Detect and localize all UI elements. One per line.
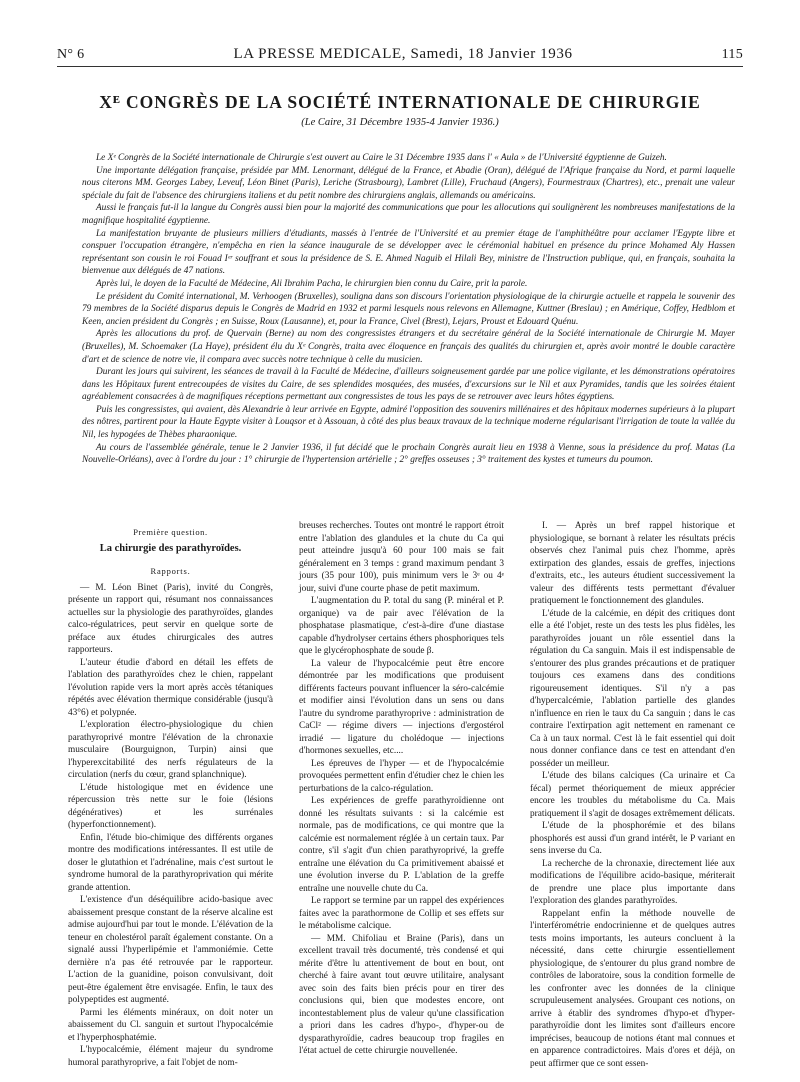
intro-paragraph: Le président du Comité international, M. Verhoogen (Bruxelles), souligna dans son discours l'orientation physiologique de la chirurgie actuelle et rappela le souvenir des 79 membres de la Société disparus depuis le Congrès de Madrid en 1932 et parmi lesquels nous relevons en Allemagne, Kuttner (Breslau) ; en Amérique, Coffey, Hedblom et Keen, ancien président du Congrès ; en Suisse, Roux (Lausanne), et, pour la France, Civel (Brest), Lejars, Proust et Edouard Quénu. <box>82 291 735 327</box>
intro-paragraph: Puis les congressistes, qui avaient, dès Alexandrie à leur arrivée en Egypte, admiré l'opposition des souvenirs millénaires et des hôpitaux modernes supérieurs à la plupart des nôtres, partirent pour la Haute Egypte visiter à Louqsor et à Assouan, à côté des plus beaux travaux de la technique moderne régularisant l'irrigation de toute la vallée du Nil, les hypogées de Thèbes pharaonique. <box>82 404 735 441</box>
intro-paragraph: La manifestation bruyante de plusieurs milliers d'étudiants, massés à l'entrée de l'Université et au premier étage de l'amphithéâtre pour acclamer l'Egypte libre et conspuer l'occupation étrangère, n'empêcha en rien la séance inaugurale de se développer avec le cérémonial habituel en présence du prince Mohamed Aly Hassen représentant son cousin le roi Fouad Iᵉʳ souffrant et sous la présidence de S. E. Ahmed Naguib el Hilali Bey, ministre de l'Instruction publique, qui, en français, souhaita la bienvenue aux délégués de 47 nations. <box>82 228 735 277</box>
body-paragraph: L'auteur étudie d'abord en détail les effets de l'ablation des parathyroïdes chez le chien, rappelant l'évolution rapide vers la mort après accès tétaniques répétés avec élévation thermique considérable (jusqu'à 43°6) et polypnée. <box>68 657 273 718</box>
intro-paragraph: Après les allocutions du prof. de Quervain (Berne) au nom des congressistes étrangers et du secrétaire général de la Société internationale de Chirurgie M. Mayer (Bruxelles), M. Schoemaker (La Haye), président élu du Xᵉ Congrès, traita avec éloquence en français des qualités du chirurgien et, après avoir montré le double caractère d'art et de science de notre vie, il compara avec succès notre technique à celle du musicien. <box>82 329 735 365</box>
intro-paragraph: Après lui, le doyen de la Faculté de Médecine, Ali Ibrahim Pacha, le chirurgien bien connu du Caire, prit la parole. <box>96 278 528 289</box>
body-columns <box>68 520 735 1070</box>
body-paragraph: I. — Après un bref rappel historique et physiologique, se bornant à relater les résultats précis observés chez l'animal puis chez l'homme, après extirpation des glandes, essais de greffes, injections d'extraits, etc., les auteurs étudient successivement la valeur des différents tests permettant d'évaluer pratiquement le fonctionnement des glandules. <box>530 521 735 606</box>
body-paragraph: Les épreuves de l'hyper — et de l'hypocalcémie provoquées permettent enfin d'étudier chez le chien les perturbations de la calco-régulation. <box>299 758 504 794</box>
intro-paragraph: Aussi le français fut-il la langue du Congrès aussi bien pour la majorité des communications que pour les allocutions qui soulignèrent les nombreuses manifestations de la magnifique hospitalité égyptienne. <box>82 203 735 226</box>
body-paragraph: L'augmentation du P. total du sang (P. minéral et P. organique) va de pair avec l'élévation de la phosphatase plasmatique, c'est-à-dire d'une diastase capable d'hydrolyser certains éthers phosphoriques tels que le glycérophosphate de soude β. <box>299 596 504 656</box>
body-paragraph: — M. Léon Binet (Paris), invité du Congrès, présente un rapport qui, résumant nos connaissances actuelles sur la physiologie des parathyroïdes, glandes calco-régulatrices, peut servir en quelque sorte de préface aux études chirurgicales des autres rapporteurs. <box>68 582 273 655</box>
reports-label: Rapports. <box>150 566 191 576</box>
body-paragraph: L'étude histologique met en évidence une répercussion très nette sur le foie (lésions dégénératives) et les surrénales (hyperfonctionnement). <box>68 782 273 830</box>
body-paragraph: — MM. Chifoliau et Braine (Paris), dans un excellent travail très documenté, très condensé et qui mérite d'être lu attentivement de bout en bout, ont cherché à faire avant tout œuvre utilitaire, analysant avec soin des faits bien précis pour en tirer des conclusions qui, bien que modestes encore, ont incontestablement plus de valeur qu'une classification a priori dans les cadres d'hypo-, d'hyper-ou de dysparathyroïdie, cadres beaucoup trop fragiles en l'état actuel de cette chirurgie nouvellenée. <box>299 933 504 1056</box>
body-paragraph: Le rapport se termine par un rappel des expériences faites avec la parathormone de Collip et ses effets sur le métabolisme calcique. <box>299 896 504 931</box>
intro-paragraph: Une importante délégation française, présidée par MM. Lenormant, délégué de la France, et Abadie (Oran), délégué de l'Afrique française du Nord, et parmi laquelle nous citerons MM. Georges Labey, Leveuf, Léon Binet (Paris), Leriche (Strasbourg), Lambret (Lille), Fruchaud (Angers), Fourmestraux (Chartres), etc., prenait une valeur spéciale du fait de l'absence des chirurgiens italiens et du petit nombre des chirurgiens anglais, allemands ou américains. <box>82 165 735 201</box>
intro-block <box>82 152 735 467</box>
body-paragraph: L'exploration électro-physiologique du chien parathyroprivé montre l'élévation de la chronaxie musculaire (Bourguignon, Turpin) ainsi que l'hyperexcitabilité des nerfs régulateurs de la circulation (nerfs du cœur, grand splanchnique). <box>68 720 273 780</box>
header-rule <box>57 66 743 67</box>
running-head <box>57 46 743 63</box>
page-number: 115 <box>721 47 743 62</box>
body-paragraph: Rappelant enfin la méthode nouvelle de l'interférométrie endocrinienne et de quelques autres tests moins importants, les auteurs concluent à la nécessité, dans cette chirurgie essentiellement physiologique, de s'entourer du plus grand nombre de contrôles de laboratoire, sous la condition formelle de les confronter avec les données de la clinique scrupuleusement analysées. Groupant ces notions, on arrive à établir des syndromes d'hypo-et d'hyper-parathyroïdie dont les limites sont d'ailleurs encore imprécises, beaucoup de notions étant mal connues et en apparence contradictoires. Mais d'ores et déjà, on peut affirmer que ce sont essen- <box>530 908 735 1069</box>
section-label: Première question. <box>133 527 208 537</box>
article-title: Xᴱ CONGRÈS DE LA SOCIÉTÉ INTERNATIONALE DE CHIRURGIE <box>99 92 701 112</box>
body-paragraph: L'étude de la calcémie, en dépit des critiques dont elle a été l'objet, reste un des tests les plus fidèles, les parathyroïdes jouant un rôle essentiel dans la régulation du Ca sanguin. Mais il est indispensable de s'entourer des plus grandes précautions et de pratiquer toujours ces examens dans des conditions rigoureusement identiques. S'il n'y a pas d'hypercalcémie, l'ablation partielle des glandes n'influence en rien le taux du Ca sanguin ; dans le cas contraire l'extirpation agit nettement en ramenant ce Ca à un taux normal. C'est là le fait essentiel qui doit nous donner confiance dans ce test en attendant d'en posséder un meilleur. <box>530 608 735 769</box>
issue-number: N° 6 <box>57 47 85 62</box>
body-paragraph: L'hypocalcémie, élément majeur du syndrome humoral parathyroprive, a fait l'objet de nom- <box>68 1045 273 1068</box>
column-left <box>68 520 273 1070</box>
body-paragraph: L'étude des bilans calciques (Ca urinaire et Ca fécal) permet théoriquement de mieux apprécier encore les troubles du métabolisme du Ca. Mais pratiquement il s'agit de dosages extrêmement délicats. <box>530 771 735 819</box>
column-middle <box>299 520 504 1070</box>
body-paragraph: L'étude de la phosphorémie et des bilans phosphorés est aussi d'un grand intérêt, le P variant en sens inverse du Ca. <box>530 821 735 856</box>
body-paragraph: Enfin, l'étude bio-chimique des différents organes montre des modifications intéressantes. Il est utile de doser le glutathion et l'adrénaline, mais c'est surtout le syndrome humoral de la parathyroprivation qui mérite grande attention. <box>68 832 273 893</box>
body-paragraph: La valeur de l'hypocalcémie peut être encore démontrée par les modifications que produisent différents facteurs pouvant influencer la séro-calcémie et modifier ainsi l'évolution dans un sens ou dans l'autre du syndrome parathyroprive : administration de CaCl² — régime divers — injections d'ergostérol irradié — ligature du cholédoque — injections d'hormones sexuelles, etc.... <box>299 658 504 756</box>
body-paragraph: Parmi les éléments minéraux, on doit noter un abaissement du Cl. sanguin et surtout l'hypocalcémie et l'hyperphosphatémie. <box>68 1007 273 1043</box>
body-paragraph: L'existence d'un déséquilibre acido-basique avec abaissement presque constant de la réserve alcaline est admise aujourd'hui par tout le monde. L'élévation de la teneur en cholestérol paraît également constante. On a signalé aussi l'hyperlipémie et l'ammoniémie. Cette dernière n'a pas été retrouvée par le rapporteur. L'action de la guanidine, poison convulsivant, doit peut-être également être envisagée. Enfin, le taux des polypeptides est augmenté. <box>68 895 273 1005</box>
intro-paragraph: Au cours de l'assemblée générale, tenue le 2 Janvier 1936, il fut décidé que le prochain Congrès aurait lieu en 1938 à Vienne, sous la présidence du prof. Matas (La Nouvelle-Orléans), avec à l'ordre du jour : 1° chirurgie de l'hypertension artérielle ; 2° greffes osseuses ; 3° traitement des kystes et tumeurs du poumon. <box>82 442 735 466</box>
column-right <box>530 520 735 1070</box>
article-subtitle: (Le Caire, 31 Décembre 1935-4 Janvier 1936.) <box>301 117 499 128</box>
body-paragraph: La recherche de la chronaxie, directement liée aux modifications de l'équilibre acido-basique, mériterait de prendre une place plus importante dans l'exploration des glandes parathyroïdes. <box>530 858 735 906</box>
body-paragraph: breuses recherches. Toutes ont montré le rapport étroit entre l'ablation des glandules et la chute du Ca qui peut atteindre jusqu'à 60 pour 100 mais se fait généralement en 3 temps : grand maximum pendant 3 jours (35 pour 100), puis minimum vers le 3ᵉ ou 4ᵉ jour, suivi d'une courte phase de petit maximum. <box>299 521 504 594</box>
intro-paragraph: Le Xᵉ Congrès de la Société internationale de Chirurgie s'est ouvert au Caire le 31 Décembre 1935 dans l' « Aula » de l'Université égyptienne de Guizeh. <box>96 153 667 163</box>
section-title: La chirurgie des parathyroïdes. <box>99 542 242 554</box>
intro-paragraph: Durant les jours qui suivirent, les séances de travail à la Faculté de Médecine, d'ailleurs soigneusement gardée par une police vigilante, et les démonstrations opératoires dans les Hôpitaux furent entrecoupées de visites du Caire, de ses splendides mosquées, des musées, d'excursions sur le Nil et aux Pyramides, tandis que les soirées étaient agréablement consacrées à de magnifiques réceptions permettant aux congressistes de tous les pays de se retrouver avec leurs hôtes égyptiens. <box>82 367 735 403</box>
journal-title: LA PRESSE MEDICALE, Samedi, 18 Janvier 1936 <box>233 46 573 62</box>
body-paragraph: Les expériences de greffe parathyroïdienne ont donné les résultats suivants : si la calcémie est normale, pas de modifications, ce qui montre que la calcémie est normalement réglée à un certain taux. Par contre, s'il s'agit d'un chien parathyroprivé, la greffe entraîne une élévation du Ca primitivement abaissé et une évolution inverse du P. L'ablation de la greffe entraîne une nouvelle chute du Ca. <box>299 796 504 894</box>
